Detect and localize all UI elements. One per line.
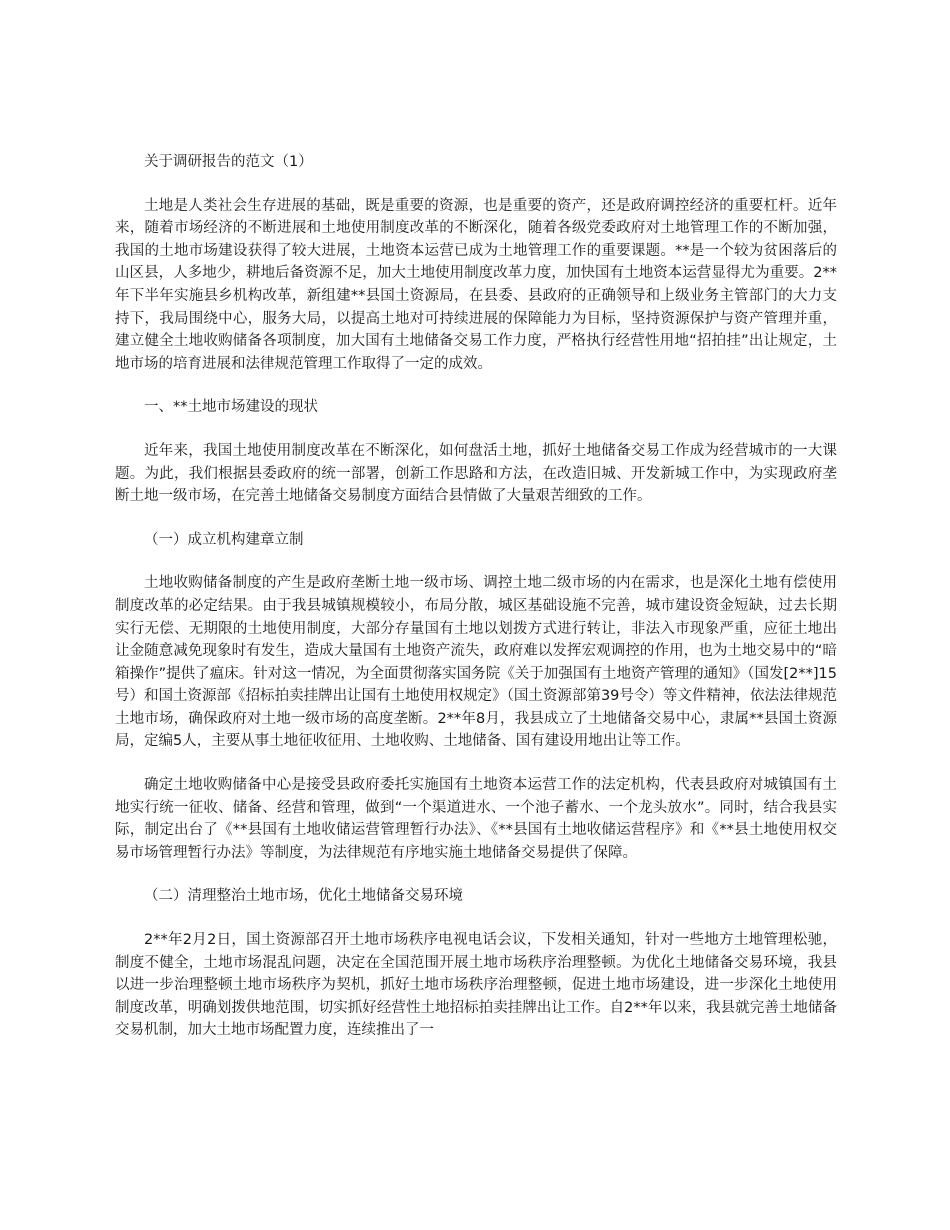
document-title: 关于调研报告的范文（1） [144, 154, 313, 170]
subsection-heading-1: （一）成立机构建章立制 [144, 531, 304, 548]
paragraph-subsection-2: 2**年2月2日，国土资源部召开土地市场秩序电视电话会议，下发相关通知，针对一些地方土地管理松驰，制度不健全，土地市场混乱问题，决定在全国范围开展土地市场秩序治理整顿。为优化土地储备交易环境，我县以进一步治理整顿土地市场秩序为契机，抓好土地市场秩序治理整顿，促进土地市场建设，进一步深化土地使用制度改革，明确划拨供地范围，切实抓好经营性土地招标拍卖挂牌出让工作。自2**年以来，我县就完善土地储备交易机制，加大土地市场配置力度，连续推出了一 [115, 932, 837, 1039]
subsection-heading-2: （二）清理整治土地市场，优化土地储备交易环境 [144, 888, 463, 905]
paragraph-subsection-1a: 土地收购储备制度的产生是政府垄断土地一级市场、调控土地二级市场的内在需求，也是深化土地有偿使用制度改革的必定结果。由于我县城镇规模较小，布局分散，城区基础设施不完善，城市建设资金短缺，过去长期实行无偿、无期限的土地使用制度，大部分存量国有土地以划拨方式进行转让，非法入市现象严重，应征土地出让金随意减免现象时有发生，造成大量国有土地资产流失，政府难以发挥宏观调控的作用，也为土地交易中的“暗箱操作”提供了瘟床。针对这一情况，为全面贯彻落实国务院《关于加强国有土地资产管理的通知》（国发[2**]15号）和国土资源部《招标拍卖挂牌出让国有土地使用权规定》（国土资源部第39号令）等文件精神，依法法律规范土地市场，确保政府对土地一级市场的高度垄断。2**年8月，我县成立了土地储备交易中心，隶属**县国土资源局，定编5人，主要从事土地征收征用、土地收购、土地储备、国有建设用地出让等工作。 [115, 575, 837, 750]
section-heading-1: 一、**土地市场建设的现状 [144, 399, 318, 416]
paragraph-section-1: 近年来，我国土地使用制度改革在不断深化，如何盘活土地，抓好土地储备交易工作成为经营城市的一大课题。为此，我们根据县委政府的统一部署，创新工作思路和方法，在改造旧城、开发新城工作中，为实现政府垄断土地一级市场，在完善土地储备交易制度方面结合县情做了大量艰苦细致的工作。 [115, 442, 837, 505]
paragraph-subsection-1b: 确定土地收购储备中心是接受县政府委托实施国有土地资本运营工作的法定机构，代表县政府对城镇国有土地实行统一征收、储备、经营和管理，做到“一个渠道进水、一个池子蓄水、一个龙头放水”。同时，结合我县实际，制定出台了《**县国有土地收储运营管理暂行办法》、《**县国有土地收储运营程序》和《**县土地使用权交易市场管理暂行办法》等制度，为法律规范有序地实施土地储备交易提供了保障。 [115, 777, 837, 861]
document-body [115, 151, 837, 1063]
paragraph-intro: 土地是人类社会生存进展的基础，既是重要的资源，也是重要的资产，还是政府调控经济的重要杠杆。近年来，随着市场经济的不断进展和土地使用制度改革的不断深化，随着各级党委政府对土地管理工作的不断加强，我国的土地市场建设获得了较大进展，土地资本运营已成为土地管理工作的重要课题。**是一个较为贫困落后的山区县，人多地少，耕地后备资源不足，加大土地使用制度改革力度，加快国有土地资本运营显得尤为重要。2**年下半年实施县乡机构改革，新组建**县国土资源局，在县委、县政府的正确领导和上级业务主管部门的大力支持下，我局围绕中心，服务大局，以提高土地对可持续进展的保障能力为目标，坚持资源保护与资产管理并重，建立健全土地收购储备各项制度，加大国有土地储备交易工作力度，严格执行经营性用地“招拍挂”出让规定，土地市场的培育进展和法律规范管理工作取得了一定的成效。 [115, 197, 837, 372]
